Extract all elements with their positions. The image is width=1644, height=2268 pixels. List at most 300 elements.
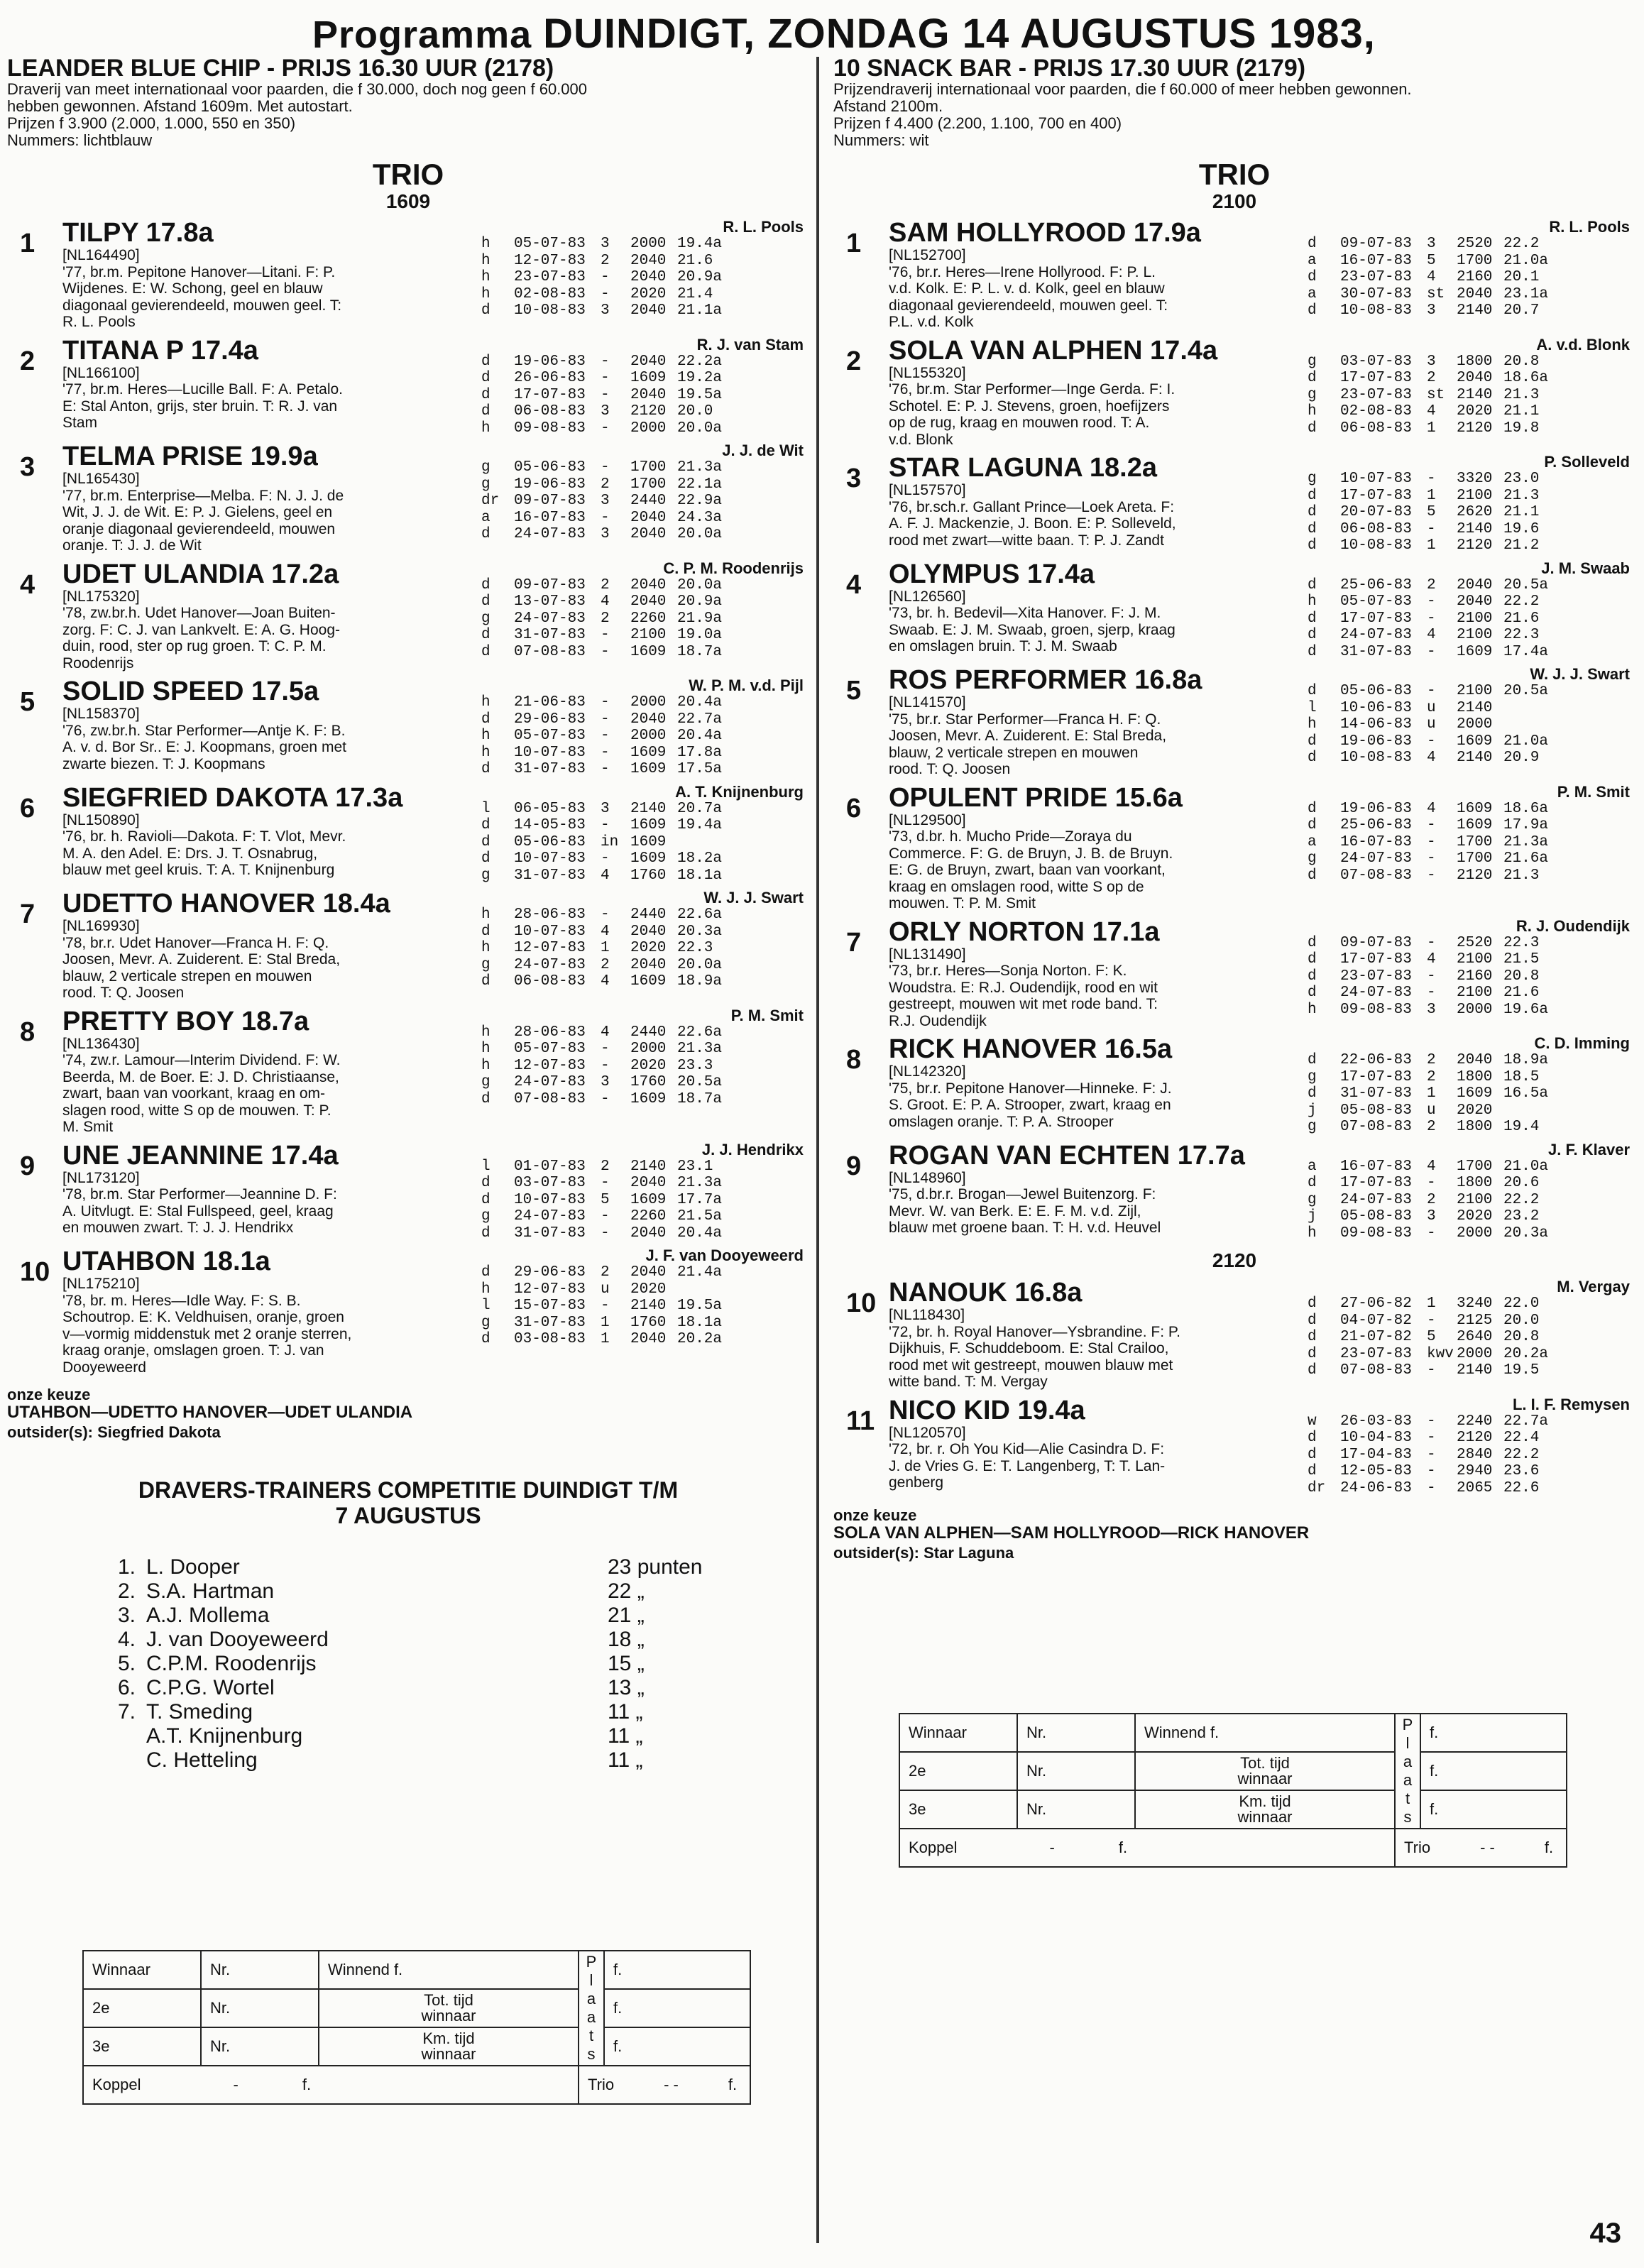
form-cell: 2140 <box>630 800 667 817</box>
koppel-label: Koppel <box>909 1839 958 1856</box>
form-cell: 09-07-83 <box>514 493 586 509</box>
horse-description-line: omslagen oranje. T: P. A. Strooper <box>889 1113 1114 1130</box>
horse-description-line: '73, br.r. Heres—Sonja Norton. F: K. <box>889 963 1127 979</box>
form-cell: 07-08-83 <box>1340 1119 1412 1135</box>
form-cell: 3 <box>601 302 610 319</box>
form-table <box>1308 454 1635 554</box>
nr-label: Nr. <box>201 1951 319 1989</box>
form-cell: 20.8 <box>1503 1329 1540 1345</box>
form-cell: 17.8a <box>677 744 723 761</box>
form-cell: 20-07-83 <box>1340 504 1412 520</box>
form-cell: d <box>481 761 491 777</box>
form-cell: 1609 <box>1457 1085 1493 1102</box>
form-cell: 2040 <box>630 1264 667 1281</box>
form-row <box>1308 1480 1635 1497</box>
form-cell: 2240 <box>1457 1413 1493 1430</box>
form-cell: d <box>1308 1345 1317 1362</box>
form-cell: 2040 <box>630 509 667 526</box>
form-cell: 5 <box>601 1191 610 1208</box>
form-cell: 24-07-83 <box>1340 627 1412 643</box>
form-cell: 02-08-83 <box>1340 403 1412 420</box>
form-cell: 1 <box>1427 1295 1436 1312</box>
form-cell: 22-06-83 <box>1340 1052 1412 1068</box>
form-cell: 2940 <box>1457 1463 1493 1479</box>
horse-description-line: E: Stal Anton, grijs, ster bruin. T: R. J. van <box>62 398 338 415</box>
plaats-amount: f. <box>604 1951 750 1989</box>
horse-description-line: P.L. v.d. Kolk <box>889 314 974 330</box>
form-cell: 21.3a <box>1503 833 1549 850</box>
form-cell: 2100 <box>1457 985 1493 1001</box>
horse-description-line: '74, zw.r. Lamour—Interim Dividend. F: W. <box>62 1052 341 1068</box>
form-row <box>481 973 809 990</box>
standing-row <box>118 1628 757 1652</box>
form-cell: g <box>481 867 491 884</box>
form-cell: j <box>1308 1208 1317 1225</box>
form-row <box>481 1264 809 1281</box>
form-cell: 18.9a <box>1503 1052 1549 1068</box>
form-cell: 15-07-83 <box>514 1298 586 1314</box>
form-cell: 1609 <box>630 370 667 386</box>
form-cell: 4 <box>1427 269 1436 285</box>
form-cell: 22.2 <box>1503 593 1540 610</box>
form-cell: g <box>481 476 491 493</box>
form-cell: 12-07-83 <box>514 252 586 269</box>
form-row <box>1308 286 1635 303</box>
form-cell: h <box>481 694 491 711</box>
trio-cell <box>1395 1829 1567 1867</box>
form-cell: 2100 <box>1457 951 1493 968</box>
form-cell: - <box>601 1225 610 1242</box>
form-cell: 24-06-83 <box>1340 1479 1412 1496</box>
horse-name: ROGAN VAN ECHTEN 17.7a <box>889 1140 1245 1171</box>
form-cell: 5 <box>1427 1329 1436 1345</box>
form-cell: d <box>481 923 491 940</box>
horse-number: 7 <box>20 899 35 929</box>
form-cell: 16-07-83 <box>1340 833 1412 850</box>
form-cell: g <box>481 1074 491 1090</box>
trio-label: Trio <box>588 2076 615 2093</box>
form-cell: 24-07-83 <box>1340 850 1412 867</box>
trainer-name: L. I. F. Remysen <box>1512 1395 1630 1413</box>
form-cell: 19.5 <box>1503 1362 1540 1379</box>
form-row <box>481 1331 809 1348</box>
horse-description-line: [NL155320] <box>889 364 966 381</box>
form-cell: g <box>1308 1119 1317 1135</box>
form-cell: 28-06-83 <box>514 1024 586 1041</box>
form-cell: 21.3a <box>677 1041 723 1057</box>
form-cell: d <box>1308 1463 1317 1479</box>
form-table <box>481 889 809 1002</box>
form-cell: 1609 <box>630 643 667 660</box>
form-cell: - <box>1427 593 1436 610</box>
form-cell: - <box>1427 850 1436 867</box>
form-row <box>1308 269 1635 286</box>
form-row <box>1308 253 1635 270</box>
standing-name: L. Dooper <box>146 1555 240 1579</box>
horse-description-line: [NL165430] <box>62 471 140 487</box>
form-cell: 10-04-83 <box>1340 1430 1412 1446</box>
form-row <box>1308 1313 1635 1330</box>
form-cell: 09-07-83 <box>514 576 586 593</box>
horse-description-line: gestreept, mouwen wit met rode band. T: <box>889 996 1158 1012</box>
form-cell: 2040 <box>630 711 667 728</box>
form-cell: - <box>601 627 610 643</box>
standing-rank: 6. <box>118 1676 136 1699</box>
koppel-dash: - <box>1049 1839 1055 1856</box>
horse-description-line: '76, zw.br.h. Star Performer—Antje K. F: B. <box>62 722 346 739</box>
form-cell: 2020 <box>1457 1102 1493 1119</box>
form-table <box>481 1141 809 1242</box>
form-cell: 2000 <box>1457 1345 1493 1362</box>
form-cell: 1609 <box>630 1191 667 1208</box>
standing-row <box>118 1579 757 1604</box>
form-row <box>1308 1192 1635 1209</box>
form-cell: 21.6 <box>677 252 713 269</box>
form-cell: 2040 <box>1457 1052 1493 1068</box>
horse-description-line: zwarte biezen. T: J. Koopmans <box>62 755 265 772</box>
form-cell: h <box>481 252 491 269</box>
horse-description-line: '72, br. r. Oh You Kid—Alie Casindra D. F: <box>889 1441 1165 1457</box>
horse-name: TITANA P 17.4a <box>62 335 258 366</box>
form-cell <box>1503 700 1560 717</box>
form-cell: 2020 <box>630 1057 667 1074</box>
form-row <box>1308 471 1635 488</box>
form-cell: d <box>481 1264 491 1281</box>
horse-details <box>62 1247 481 1376</box>
form-cell: d <box>1308 733 1317 750</box>
form-cell: 21.0a <box>1503 1158 1549 1175</box>
form-cell: 31-07-83 <box>1340 1085 1412 1102</box>
outsider-label: outsider(s): <box>7 1423 93 1441</box>
form-table <box>481 677 809 778</box>
form-cell: 13-07-83 <box>514 593 586 610</box>
horse-name: UNE JEANNINE 17.4a <box>62 1140 339 1171</box>
horse-description-line: genberg <box>889 1474 944 1491</box>
form-table <box>1308 219 1635 331</box>
form-cell: d <box>481 643 491 660</box>
form-row <box>1308 850 1635 867</box>
form-cell: 18.1a <box>677 1314 723 1331</box>
form-cell: 3 <box>601 800 610 817</box>
form-cell: 2040 <box>630 386 667 403</box>
km-time-text: Km. tijd <box>422 2029 475 2047</box>
form-cell: 16-07-83 <box>514 509 586 526</box>
form-row <box>1308 521 1635 538</box>
form-cell: d <box>481 403 491 420</box>
nr-label: Nr. <box>1017 1752 1135 1790</box>
form-cell: 24.3a <box>677 509 723 526</box>
form-cell: d <box>1308 750 1317 766</box>
form-row <box>1308 716 1635 733</box>
form-cell: 10-07-83 <box>1340 471 1412 487</box>
form-cell: 21.3a <box>677 459 723 476</box>
form-row <box>481 510 809 527</box>
form-cell: d <box>1308 867 1317 884</box>
form-cell: 2160 <box>1457 968 1493 985</box>
form-row <box>1308 1175 1635 1192</box>
form-cell: 24-07-83 <box>1340 985 1412 1001</box>
form-cell: 20.1 <box>1503 269 1540 285</box>
form-cell: 22.7a <box>1503 1413 1549 1430</box>
form-cell: d <box>1308 504 1317 520</box>
form-cell: 17-07-83 <box>1340 610 1412 627</box>
horse-description-line: Joosen, Mevr. A. Zuiderent. E: Stal Breda, <box>62 951 341 968</box>
form-cell: - <box>1427 1446 1436 1463</box>
form-cell: 24-07-83 <box>514 1074 586 1090</box>
form-cell: 19-06-83 <box>514 476 586 493</box>
form-cell: d <box>481 627 491 643</box>
form-cell: 06-08-83 <box>514 973 586 990</box>
distance-heading: 1609 <box>385 190 431 212</box>
form-cell: 14-05-83 <box>514 817 586 833</box>
form-cell: 20.0 <box>1503 1312 1540 1329</box>
form-cell: 4 <box>601 867 610 884</box>
form-cell: 2000 <box>1457 1225 1493 1242</box>
winnaar-label: Winnaar <box>899 1714 1017 1752</box>
form-cell: 09-07-83 <box>1340 236 1412 252</box>
form-cell: - <box>601 1208 610 1225</box>
form-cell: 20.8 <box>1503 353 1540 370</box>
trainer-name: R. L. Pools <box>1549 218 1630 236</box>
form-cell: 05-06-83 <box>514 833 586 850</box>
form-cell: 21.4 <box>677 285 713 302</box>
form-cell: 2 <box>601 252 610 269</box>
form-cell: - <box>1427 1225 1436 1242</box>
form-cell: 31-07-83 <box>1340 643 1412 660</box>
form-cell: 23-07-83 <box>1340 386 1412 403</box>
form-cell: 18.7a <box>677 1090 723 1107</box>
form-row <box>481 711 809 728</box>
form-cell: a <box>1308 833 1317 850</box>
trainer-name: P. M. Smit <box>730 1006 804 1024</box>
form-cell: 20.5a <box>1503 683 1549 699</box>
trainer-name: A. v.d. Blonk <box>1536 335 1630 354</box>
form-cell: 2000 <box>1457 716 1493 733</box>
form-cell: 18.2a <box>677 850 723 867</box>
form-cell: 16-07-83 <box>1340 1158 1412 1175</box>
form-cell: 29-06-83 <box>514 711 586 728</box>
horse-description-line: [NL175210] <box>62 1276 140 1292</box>
form-cell: 2000 <box>630 236 667 252</box>
form-row <box>481 1192 809 1209</box>
horse-entry <box>833 784 1635 912</box>
form-cell: - <box>601 711 610 728</box>
competition-title-line: 7 AUGUSTUS <box>335 1503 481 1528</box>
form-cell: - <box>601 744 610 761</box>
horse-description-line: duin, rood, ster op rug groen. T: C. P. M. <box>62 638 327 654</box>
form-row <box>481 834 809 851</box>
form-cell: 16-07-83 <box>1340 252 1412 269</box>
form-cell: d <box>481 817 491 833</box>
standing-points: 18 „ <box>608 1628 645 1651</box>
form-cell: 2140 <box>630 1298 667 1314</box>
form-row <box>1308 867 1635 884</box>
form-cell: h <box>1308 1001 1317 1018</box>
horse-description-line: rood met zwart—witte baan. T: P. J. Zandt <box>889 532 1164 549</box>
form-row <box>481 1091 809 1108</box>
form-cell <box>677 834 734 851</box>
form-row <box>1308 683 1635 700</box>
form-cell: g <box>481 1208 491 1225</box>
plaats-letter: l <box>589 1971 593 1989</box>
horse-number: 1 <box>20 229 35 258</box>
trainer-name: R. L. Pools <box>723 218 804 236</box>
form-cell: 2040 <box>630 576 667 593</box>
form-table <box>481 336 809 437</box>
form-cell: 10-06-83 <box>1340 699 1412 716</box>
standing-points: 11 „ <box>608 1700 643 1724</box>
form-cell: 22.7a <box>677 711 723 728</box>
standing-name: C. Hetteling <box>146 1748 258 1772</box>
form-cell: u <box>1427 716 1436 733</box>
form-cell: h <box>481 940 491 956</box>
form-row <box>1308 1430 1635 1447</box>
form-cell: 20.3a <box>1503 1225 1549 1242</box>
form-cell: 23.2 <box>1503 1208 1540 1225</box>
form-cell: - <box>601 906 610 923</box>
form-table <box>481 784 809 884</box>
standing-row <box>118 1555 757 1579</box>
horse-details <box>62 1007 481 1136</box>
result-table <box>82 1950 751 2105</box>
form-row <box>1308 1085 1635 1102</box>
horse-description-line: Dooyeweerd <box>62 1359 146 1376</box>
form-cell: h <box>1308 1225 1317 1242</box>
form-cell: 2140 <box>1457 1362 1493 1379</box>
form-row <box>1308 817 1635 834</box>
form-row <box>481 694 809 711</box>
trainer-name: R. J. van Stam <box>696 335 804 354</box>
second-label: 2e <box>83 1989 201 2027</box>
choice-label: onze keuze <box>833 1506 917 1524</box>
form-cell: 21.1 <box>1503 504 1540 520</box>
form-cell: 18.5 <box>1503 1068 1540 1085</box>
horse-description-line: M. A. den Adel. E: Drs. J. T. Osnabrug, <box>62 845 318 862</box>
horse-description-line: '78, br.m. Star Performer—Jeannine D. F: <box>62 1186 337 1203</box>
form-cell: g <box>481 459 491 476</box>
koppel-dash: - <box>233 2076 239 2093</box>
form-cell: 30-07-83 <box>1340 285 1412 302</box>
form-cell: 1760 <box>630 867 667 884</box>
form-table <box>1308 560 1635 661</box>
form-cell: 3 <box>1427 302 1436 319</box>
form-cell: 3 <box>601 526 610 542</box>
form-cell: 29-06-83 <box>514 1264 586 1281</box>
trio-f: f. <box>1544 1839 1554 1856</box>
form-cell: w <box>1308 1413 1317 1430</box>
form-row <box>481 1281 809 1298</box>
form-cell: d <box>1308 627 1317 643</box>
horse-number: 4 <box>20 569 35 600</box>
form-cell: 20.4a <box>677 1225 723 1242</box>
form-row <box>481 957 809 974</box>
form-row <box>481 1175 809 1192</box>
form-cell: - <box>601 850 610 867</box>
form-cell: 2040 <box>630 1331 667 1347</box>
form-row <box>481 867 809 884</box>
form-cell: 20.8 <box>1503 968 1540 985</box>
form-cell: 1700 <box>630 476 667 493</box>
form-cell: 2120 <box>1457 537 1493 554</box>
horse-description-line: [NL118430] <box>889 1307 965 1323</box>
form-cell: 17-07-83 <box>1340 951 1412 968</box>
form-table <box>481 560 809 672</box>
form-row <box>481 403 809 420</box>
form-row <box>481 476 809 493</box>
form-cell: 23.0 <box>1503 471 1540 487</box>
race-title: 10 SNACK BAR - PRIJS 17.30 UUR (2179) <box>833 55 1306 82</box>
form-cell: d <box>1308 817 1317 833</box>
horse-entry <box>7 219 809 331</box>
result-form-right <box>899 1713 1567 1868</box>
form-cell: 05-07-83 <box>514 236 586 252</box>
form-cell: 3 <box>1427 353 1436 370</box>
form-cell: 20.4a <box>677 694 723 711</box>
form-cell: 10-08-83 <box>1340 537 1412 554</box>
horse-description-line: [NL169930] <box>62 918 140 934</box>
form-cell: 21.0a <box>1503 733 1549 750</box>
form-cell: g <box>1308 1068 1317 1085</box>
form-cell: 21-07-82 <box>1340 1329 1412 1345</box>
form-row <box>1308 951 1635 968</box>
form-cell: 1700 <box>1457 1158 1493 1175</box>
form-row <box>1308 985 1635 1002</box>
form-cell: 3 <box>601 1074 610 1090</box>
form-cell: 1800 <box>1457 1119 1493 1135</box>
nr-label: Nr. <box>201 1989 319 2027</box>
form-cell: 20.5a <box>1503 576 1549 593</box>
horse-description-line: '76, br.m. Star Performer—Inge Gerda. F: I. <box>889 381 1176 398</box>
form-cell: h <box>481 1281 491 1298</box>
horse-number: 3 <box>20 452 35 482</box>
form-cell: 1 <box>601 1331 610 1347</box>
form-cell: 17-07-83 <box>1340 370 1412 386</box>
form-cell: 12-07-83 <box>514 940 586 956</box>
form-cell: 2040 <box>630 1175 667 1191</box>
form-cell: u <box>1427 699 1436 716</box>
form-cell: h <box>481 236 491 252</box>
form-cell: 31-07-83 <box>514 627 586 643</box>
form-cell: g <box>1308 353 1317 370</box>
form-cell: d <box>1308 236 1317 252</box>
standing-rank <box>118 1748 146 1773</box>
form-cell: 21.3 <box>1503 867 1540 884</box>
form-cell: 2040 <box>630 353 667 370</box>
page-number: 43 <box>1589 2218 1621 2249</box>
horse-description-line: R.J. Oudendijk <box>889 1012 987 1029</box>
form-cell: 1609 <box>630 744 667 761</box>
plaats-letter: P <box>586 1953 597 1971</box>
form-cell: 17-07-83 <box>514 386 586 403</box>
form-cell: 1 <box>1427 420 1436 437</box>
form-cell: d <box>1308 1430 1317 1446</box>
total-time-text2: winnaar <box>1237 1770 1293 1787</box>
form-cell: 2040 <box>630 923 667 940</box>
form-cell: 07-08-83 <box>1340 1362 1412 1379</box>
horse-number: 10 <box>846 1288 877 1318</box>
form-cell: 2 <box>1427 576 1436 593</box>
form-cell: d <box>481 302 491 319</box>
form-row <box>481 1225 809 1242</box>
form-row <box>1308 354 1635 371</box>
horse-name: OPULENT PRIDE 15.6a <box>889 782 1183 813</box>
form-cell: 1700 <box>630 459 667 476</box>
horse-entry <box>7 677 809 778</box>
standing-name: T. Smeding <box>146 1700 253 1724</box>
form-cell: 2260 <box>630 610 667 627</box>
horse-name: UDET ULANDIA 17.2a <box>62 559 339 589</box>
form-cell: d <box>1308 1362 1317 1379</box>
